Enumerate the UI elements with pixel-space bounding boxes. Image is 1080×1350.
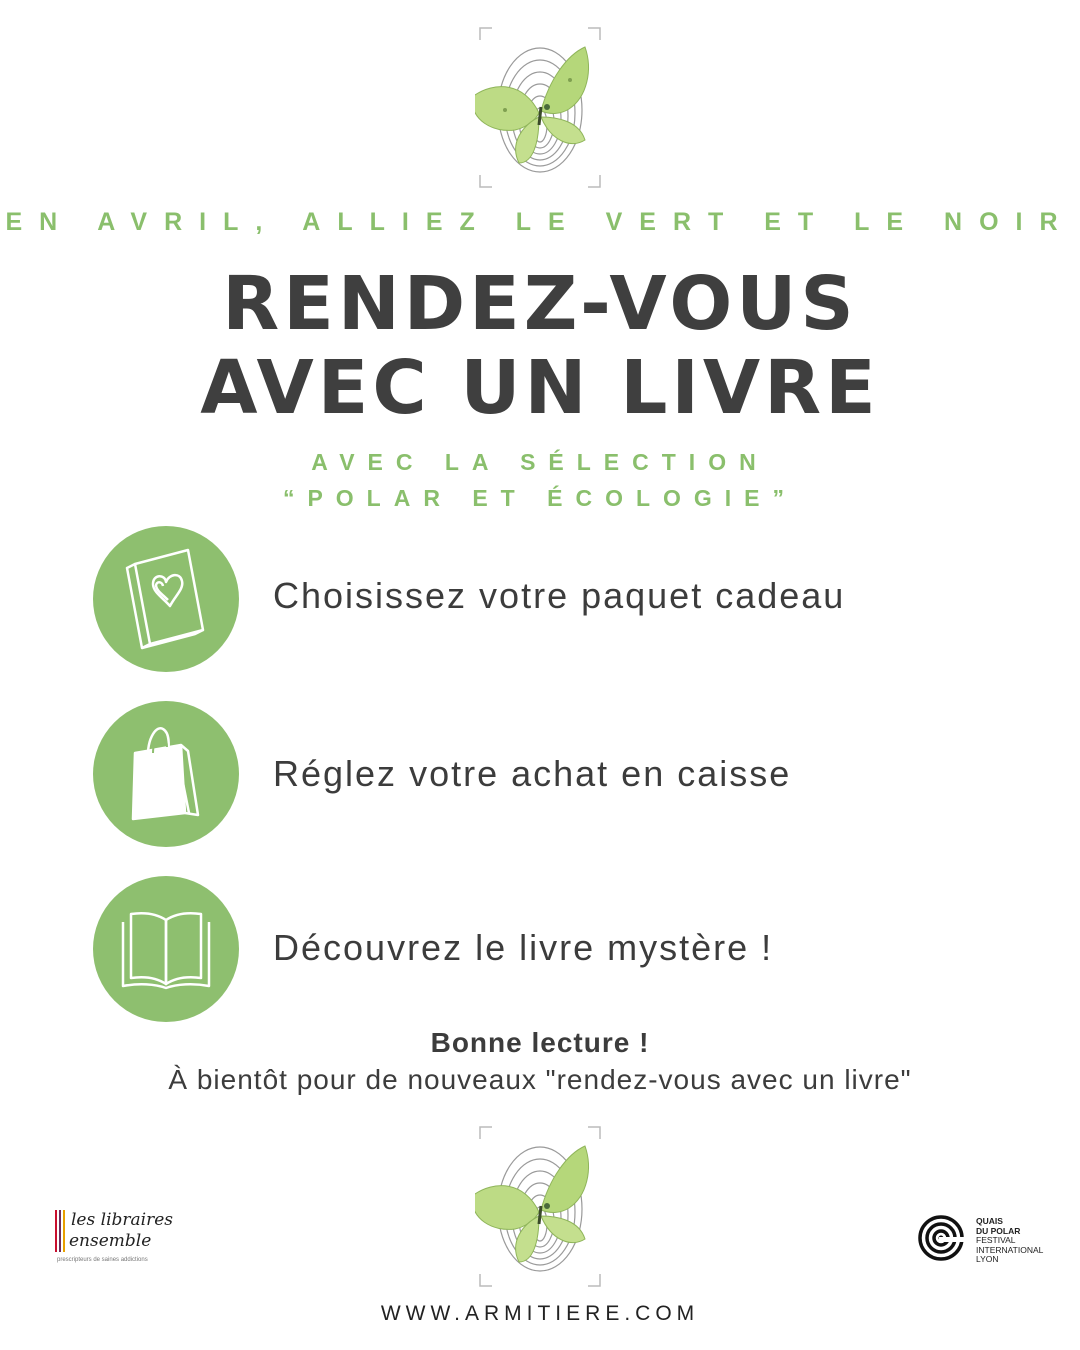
subtitle-line-2: “POLAR ET ÉCOLOGIE” <box>282 485 798 511</box>
shopping-bag-icon <box>93 701 239 847</box>
logo-left-tagline: prescripteurs de saines addictions <box>57 1257 148 1263</box>
logo-right-line-5: LYON <box>976 1254 999 1264</box>
step-3-text: Découvrez le livre mystère ! <box>273 927 774 968</box>
logo-right-line-4: INTERNATIONAL <box>976 1244 1044 1255</box>
website-link[interactable]: WWW.ARMITIERE.COM <box>380 1302 700 1325</box>
headline-line-1: RENDEZ-VOUS <box>222 261 858 347</box>
logo-right-line-1: QUAIS <box>976 1216 1003 1226</box>
butterfly-fingerprint-icon <box>475 25 605 190</box>
logo-bars-icon <box>55 1210 67 1252</box>
spiral-target-icon <box>916 1213 966 1263</box>
logo-right-line-3: FESTIVAL <box>976 1235 1016 1245</box>
quais-du-polar-logo <box>916 1213 1056 1269</box>
open-book-icon <box>93 876 239 1022</box>
tagline: EN AVRIL, ALLIEZ LE VERT ET LE NOIR <box>5 208 1075 236</box>
butterfly-fingerprint-icon <box>475 1124 605 1289</box>
logo-left-line-2: ensemble <box>69 1231 152 1251</box>
les-libraires-ensemble-logo <box>55 1206 175 1266</box>
step-1-text: Choisissez votre paquet cadeau <box>273 575 846 616</box>
step-2-text: Réglez votre achat en caisse <box>273 753 792 794</box>
subtitle-line-1: AVEC LA SÉLECTION <box>311 449 769 475</box>
closing-text: À bientôt pour de nouveaux "rendez-vous avec un livre" <box>168 1064 912 1095</box>
headline-line-2: AVEC UN LIVRE <box>200 345 880 431</box>
logo-right-line-2: DU POLAR <box>976 1225 1021 1236</box>
closing-title: Bonne lecture ! <box>430 1027 650 1058</box>
logo-left-line-1: les libraires <box>71 1210 173 1230</box>
book-heart-icon <box>93 526 239 672</box>
